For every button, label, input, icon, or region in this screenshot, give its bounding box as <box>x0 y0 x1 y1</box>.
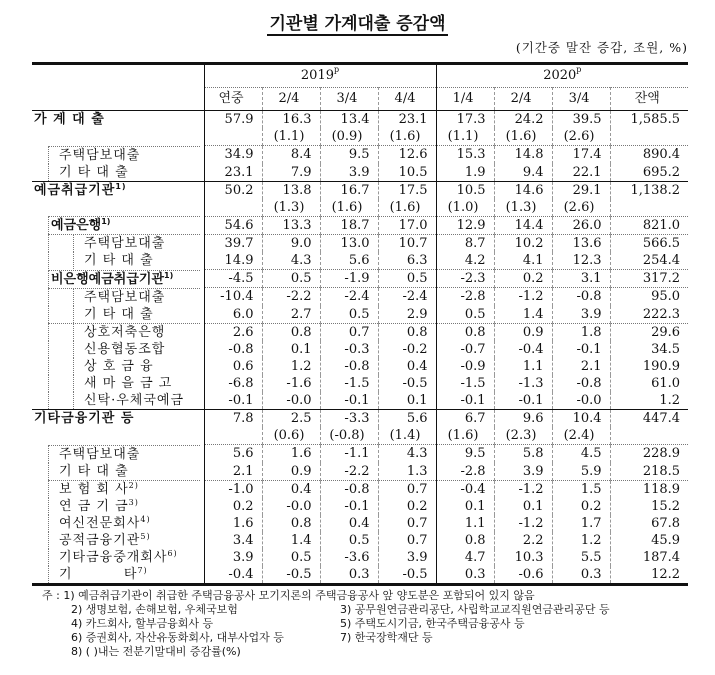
value-cell: 2.9 <box>378 306 436 324</box>
value-cell: 95.0 <box>610 288 688 306</box>
value-cell: 23.1 <box>204 164 262 182</box>
value-cell: 34.5 <box>610 341 688 358</box>
footnote: 3) 공무원연금관리공단, 사립학교교직원연금관리공단 등 <box>340 603 610 616</box>
value-cell: -0.8 <box>204 341 262 358</box>
value-cell: 5.6 <box>204 445 262 463</box>
value-cell: -0.7 <box>436 341 494 358</box>
value-cell: 1.8 <box>552 323 610 341</box>
value-cell: 10.2 <box>494 234 552 252</box>
value-cell: 22.1 <box>552 164 610 182</box>
value-cell: -2.4 <box>378 288 436 306</box>
value-cell: 3.9 <box>378 549 436 566</box>
footnote: 2) 생명보험, 손해보험, 우체국보험 <box>71 603 238 616</box>
value-cell: 6.7 <box>436 410 494 428</box>
value-cell: 18.7 <box>320 216 378 234</box>
value-cell: 0.4 <box>320 515 378 532</box>
table-row <box>32 216 688 234</box>
value-cell: 0.2 <box>552 498 610 515</box>
value-cell: 1.6 <box>262 445 320 463</box>
value-cell: 24.2 <box>494 111 552 129</box>
row-label <box>32 199 204 217</box>
value-cell: -0.9 <box>436 358 494 375</box>
row-label: 기타금융중개회사$^{6)}$ <box>32 549 204 566</box>
year-2019-header: 2019$^p$ <box>204 64 436 88</box>
value-cell: -0.1 <box>320 392 378 410</box>
row-label: 기 타$^{7)}$ <box>32 566 204 585</box>
value-cell: 3.9 <box>204 549 262 566</box>
row-label: 기 타 대 출 <box>32 306 204 324</box>
value-cell: 61.0 <box>610 375 688 392</box>
value-cell: 54.6 <box>204 216 262 234</box>
col-header: 4/4 <box>378 88 436 111</box>
value-cell: 1.2 <box>552 532 610 549</box>
value-cell: 0.1 <box>436 498 494 515</box>
table-row <box>32 341 688 358</box>
value-cell: 13.0 <box>320 234 378 252</box>
value-cell: 4.7 <box>436 549 494 566</box>
value-cell: 5.8 <box>494 445 552 463</box>
value-cell: 9.5 <box>320 146 378 164</box>
pct-cell: (0.6) <box>262 427 320 445</box>
col-header: 잔액 <box>610 88 688 111</box>
value-cell: 15.2 <box>610 498 688 515</box>
value-cell: -0.0 <box>262 498 320 515</box>
year-header-row <box>32 64 688 88</box>
pct-row <box>32 128 688 146</box>
value-cell: -2.8 <box>436 463 494 481</box>
pct-row <box>32 427 688 445</box>
value-cell: 3.9 <box>552 306 610 324</box>
value-cell: 1,585.5 <box>610 111 688 129</box>
pct-row <box>32 199 688 217</box>
value-cell: 50.2 <box>204 181 262 199</box>
value-cell: 1.5 <box>552 480 610 498</box>
value-cell: 0.1 <box>378 392 436 410</box>
col-header: 1/4 <box>436 88 494 111</box>
value-cell: 0.6 <box>204 358 262 375</box>
value-cell: 0.5 <box>320 532 378 549</box>
col-header: 연중 <box>204 88 262 111</box>
value-cell: 0.4 <box>262 480 320 498</box>
row-label: 비은행예금취급기관$^{1)}$ <box>32 270 204 288</box>
value-cell: 12.3 <box>552 252 610 270</box>
value-cell: 1.4 <box>262 532 320 549</box>
table-row <box>32 234 688 252</box>
value-cell: 1.9 <box>436 164 494 182</box>
value-cell: -0.8 <box>320 480 378 498</box>
value-cell: 5.6 <box>320 252 378 270</box>
value-cell: 34.9 <box>204 146 262 164</box>
value-cell: 0.5 <box>378 270 436 288</box>
value-cell: 5.5 <box>552 549 610 566</box>
value-cell: -0.0 <box>552 392 610 410</box>
value-cell: 187.4 <box>610 549 688 566</box>
table-row <box>32 375 688 392</box>
value-cell: 12.2 <box>610 566 688 585</box>
page-title: 기관별 가계대출 증감액 <box>269 14 446 34</box>
value-cell: 12.9 <box>436 216 494 234</box>
col-header: 2/4 <box>262 88 320 111</box>
value-cell: 1.3 <box>378 463 436 481</box>
value-cell: 6.3 <box>378 252 436 270</box>
value-cell: 0.7 <box>378 532 436 549</box>
value-cell: 4.3 <box>378 445 436 463</box>
value-cell: 26.0 <box>552 216 610 234</box>
value-cell: 16.3 <box>262 111 320 129</box>
value-cell: 2.1 <box>204 463 262 481</box>
footnotes <box>42 589 688 659</box>
value-cell: 9.4 <box>494 164 552 182</box>
table-row <box>32 410 688 428</box>
footnote: 6) 증권회사, 자산유동화회사, 대부사업자 등 <box>71 631 284 644</box>
value-cell: 2.7 <box>262 306 320 324</box>
value-cell: 0.8 <box>378 323 436 341</box>
row-label: 주택담보대출 <box>32 445 204 463</box>
pct-cell: (1.6) <box>494 128 552 146</box>
value-cell: 14.8 <box>494 146 552 164</box>
unit-label: (기간중 말잔 증감, 조원, %) <box>515 40 688 55</box>
value-cell: 29.1 <box>552 181 610 199</box>
value-cell: 2.5 <box>262 410 320 428</box>
value-cell: -4.5 <box>204 270 262 288</box>
value-cell: -0.1 <box>320 498 378 515</box>
value-cell: 566.5 <box>610 234 688 252</box>
value-cell: 0.2 <box>378 498 436 515</box>
value-cell: 254.4 <box>610 252 688 270</box>
table-row <box>32 111 688 129</box>
row-label: 상 호 금 융 <box>32 358 204 375</box>
value-cell: 0.7 <box>378 515 436 532</box>
value-cell: 0.9 <box>494 323 552 341</box>
row-label: 신용협동조합 <box>32 341 204 358</box>
value-cell: 218.5 <box>610 463 688 481</box>
footnote: 주 : 1) 예금취급기관이 취급한 주택금융공사 모기지론의 주택금융공사 앞 양도분은 포함되어 있지 않음 <box>42 589 535 602</box>
value-cell: 0.7 <box>378 480 436 498</box>
table-row <box>32 549 688 566</box>
value-cell: 1.2 <box>262 358 320 375</box>
value-cell: -0.1 <box>552 341 610 358</box>
value-cell: 0.8 <box>436 532 494 549</box>
value-cell: 9.6 <box>494 410 552 428</box>
value-cell: 3.1 <box>552 270 610 288</box>
value-cell: 7.9 <box>262 164 320 182</box>
value-cell: -1.5 <box>436 375 494 392</box>
value-cell: -0.8 <box>552 375 610 392</box>
value-cell: 16.7 <box>320 181 378 199</box>
value-cell: -1.6 <box>262 375 320 392</box>
value-cell: 17.3 <box>436 111 494 129</box>
row-label: 예금은행$^{1)}$ <box>32 216 204 234</box>
value-cell: 228.9 <box>610 445 688 463</box>
pct-cell: (0.9) <box>320 128 378 146</box>
value-cell: -0.5 <box>262 566 320 585</box>
row-label: 새 마 을 금 고 <box>32 375 204 392</box>
footnote: 5) 주택도시기금, 한국주택금융공사 등 <box>340 617 525 630</box>
value-cell: 0.5 <box>262 549 320 566</box>
row-label: 보 험 회 사$^{2)}$ <box>32 480 204 498</box>
value-cell: 821.0 <box>610 216 688 234</box>
table-row <box>32 270 688 288</box>
value-cell: 57.9 <box>204 111 262 129</box>
row-label: 신탁·우체국예금 <box>32 392 204 410</box>
value-cell: 0.5 <box>262 270 320 288</box>
value-cell: 4.1 <box>494 252 552 270</box>
value-cell: -1.1 <box>320 445 378 463</box>
value-cell: -1.2 <box>494 288 552 306</box>
value-cell: 13.4 <box>320 111 378 129</box>
table-row <box>32 323 688 341</box>
table-row <box>32 498 688 515</box>
value-cell: 1.7 <box>552 515 610 532</box>
value-cell: -0.4 <box>204 566 262 585</box>
pct-cell: (1.3) <box>262 199 320 217</box>
row-label: 주택담보대출 <box>32 288 204 306</box>
value-cell: 1,138.2 <box>610 181 688 199</box>
pct-cell: (-0.8) <box>320 427 378 445</box>
value-cell: -0.0 <box>262 392 320 410</box>
value-cell: 2.6 <box>204 323 262 341</box>
value-cell: 0.4 <box>378 358 436 375</box>
pct-cell: (1.1) <box>262 128 320 146</box>
row-label: 연 금 기 금$^{3)}$ <box>32 498 204 515</box>
value-cell: -0.1 <box>494 392 552 410</box>
value-cell: 0.2 <box>204 498 262 515</box>
table-row <box>32 306 688 324</box>
row-label: 주택담보대출 <box>32 234 204 252</box>
pct-cell <box>610 427 688 445</box>
table-row <box>32 181 688 199</box>
value-cell: 10.5 <box>436 181 494 199</box>
pct-cell: (1.6) <box>378 199 436 217</box>
value-cell: 5.9 <box>552 463 610 481</box>
pct-cell: (1.4) <box>378 427 436 445</box>
value-cell: -1.9 <box>320 270 378 288</box>
value-cell: 118.9 <box>610 480 688 498</box>
value-cell: -0.8 <box>320 358 378 375</box>
value-cell: -2.3 <box>436 270 494 288</box>
value-cell: 695.2 <box>610 164 688 182</box>
pct-cell: (2.6) <box>552 128 610 146</box>
pct-cell: (2.3) <box>494 427 552 445</box>
value-cell: 45.9 <box>610 532 688 549</box>
value-cell: 7.8 <box>204 410 262 428</box>
value-cell: 0.8 <box>262 515 320 532</box>
value-cell: 67.8 <box>610 515 688 532</box>
table-row <box>32 288 688 306</box>
table-row <box>32 164 688 182</box>
value-cell: 8.4 <box>262 146 320 164</box>
value-cell: 10.5 <box>378 164 436 182</box>
table-row <box>32 532 688 549</box>
value-cell: 1.1 <box>494 358 552 375</box>
pct-cell <box>204 128 262 146</box>
value-cell: 4.2 <box>436 252 494 270</box>
value-cell: -0.1 <box>204 392 262 410</box>
table-row <box>32 480 688 498</box>
value-cell: -1.5 <box>320 375 378 392</box>
content <box>32 62 688 659</box>
value-cell: -0.4 <box>494 341 552 358</box>
value-cell: 4.5 <box>552 445 610 463</box>
table-row <box>32 392 688 410</box>
col-header: 3/4 <box>552 88 610 111</box>
footnote: 7) 한국장학재단 등 <box>340 631 433 644</box>
value-cell: 0.2 <box>494 270 552 288</box>
value-cell: 0.3 <box>552 566 610 585</box>
value-cell: 3.9 <box>320 164 378 182</box>
pct-cell: (1.0) <box>436 199 494 217</box>
value-cell: -2.4 <box>320 288 378 306</box>
value-cell: 8.7 <box>436 234 494 252</box>
value-cell: -0.5 <box>378 566 436 585</box>
pct-cell <box>204 199 262 217</box>
value-cell: 29.6 <box>610 323 688 341</box>
pct-cell: (1.6) <box>378 128 436 146</box>
value-cell: 190.9 <box>610 358 688 375</box>
value-cell: -10.4 <box>204 288 262 306</box>
row-label: 기 타 대 출 <box>32 164 204 182</box>
value-cell: 10.4 <box>552 410 610 428</box>
value-cell: 890.4 <box>610 146 688 164</box>
value-cell: 317.2 <box>610 270 688 288</box>
value-cell: 17.4 <box>552 146 610 164</box>
table-body <box>32 111 688 585</box>
value-cell: 39.7 <box>204 234 262 252</box>
value-cell: 39.5 <box>552 111 610 129</box>
value-cell: 0.1 <box>494 498 552 515</box>
value-cell: -0.8 <box>552 288 610 306</box>
value-cell: 9.0 <box>262 234 320 252</box>
pct-cell <box>610 128 688 146</box>
value-cell: -6.8 <box>204 375 262 392</box>
year-2020-header: 2020$^p$ <box>436 64 688 88</box>
table-row <box>32 358 688 375</box>
col-header: 2/4 <box>494 88 552 111</box>
pct-cell: (1.3) <box>494 199 552 217</box>
value-cell: 0.8 <box>262 323 320 341</box>
value-cell: -1.2 <box>494 515 552 532</box>
pct-cell: (2.6) <box>552 199 610 217</box>
value-cell: 14.4 <box>494 216 552 234</box>
value-cell: 14.6 <box>494 181 552 199</box>
value-cell: 12.6 <box>378 146 436 164</box>
value-cell: 1.6 <box>204 515 262 532</box>
value-cell: -2.2 <box>320 463 378 481</box>
footnote: 4) 카드회사, 할부금융회사 등 <box>71 617 214 630</box>
row-label <box>32 427 204 445</box>
table-row <box>32 463 688 481</box>
value-cell: 0.8 <box>436 323 494 341</box>
row-label: 공적금융기관$^{5)}$ <box>32 532 204 549</box>
value-cell: 13.8 <box>262 181 320 199</box>
value-cell: 0.3 <box>436 566 494 585</box>
value-cell: -1.3 <box>494 375 552 392</box>
row-label: 예금취급기관$^{1)}$ <box>32 181 204 199</box>
value-cell: 23.1 <box>378 111 436 129</box>
value-cell: 4.3 <box>262 252 320 270</box>
value-cell: 3.9 <box>494 463 552 481</box>
footnote: 8) ( )내는 전분기말대비 증감률(%) <box>71 645 241 658</box>
value-cell: 0.7 <box>320 323 378 341</box>
value-cell: -1.0 <box>204 480 262 498</box>
value-cell: 15.3 <box>436 146 494 164</box>
row-label: 주택담보대출 <box>32 146 204 164</box>
value-cell: 222.3 <box>610 306 688 324</box>
value-cell: 17.5 <box>378 181 436 199</box>
column-header-row <box>32 88 688 111</box>
pct-cell: (1.1) <box>436 128 494 146</box>
value-cell: 0.5 <box>436 306 494 324</box>
table-row <box>32 252 688 270</box>
row-label: 상호저축은행 <box>32 323 204 341</box>
value-cell: 1.4 <box>494 306 552 324</box>
value-cell: -0.6 <box>494 566 552 585</box>
value-cell: -3.6 <box>320 549 378 566</box>
value-cell: 2.1 <box>552 358 610 375</box>
value-cell: -0.5 <box>378 375 436 392</box>
row-label: 기타금융기관 등 <box>32 410 204 428</box>
value-cell: 0.3 <box>320 566 378 585</box>
value-cell: 0.5 <box>320 306 378 324</box>
value-cell: -1.2 <box>494 480 552 498</box>
row-label: 여신전문회사$^{4)}$ <box>32 515 204 532</box>
value-cell: 13.3 <box>262 216 320 234</box>
table-row <box>32 515 688 532</box>
value-cell: 9.5 <box>436 445 494 463</box>
value-cell: 17.0 <box>378 216 436 234</box>
pct-cell <box>204 427 262 445</box>
value-cell: 10.3 <box>494 549 552 566</box>
pct-cell <box>610 199 688 217</box>
value-cell: -0.2 <box>378 341 436 358</box>
value-cell: 447.4 <box>610 410 688 428</box>
value-cell: -0.4 <box>436 480 494 498</box>
value-cell: 0.9 <box>262 463 320 481</box>
pct-cell: (2.4) <box>552 427 610 445</box>
value-cell: 1.2 <box>610 392 688 410</box>
pct-cell: (1.6) <box>320 199 378 217</box>
value-cell: 0.1 <box>262 341 320 358</box>
value-cell: -0.1 <box>436 392 494 410</box>
pct-cell: (1.6) <box>436 427 494 445</box>
value-cell: -0.3 <box>320 341 378 358</box>
value-cell: -2.2 <box>262 288 320 306</box>
row-label: 가 계 대 출 <box>32 111 204 129</box>
value-cell: 2.2 <box>494 532 552 549</box>
value-cell: 6.0 <box>204 306 262 324</box>
table-row <box>32 445 688 463</box>
value-cell: -3.3 <box>320 410 378 428</box>
value-cell: 13.6 <box>552 234 610 252</box>
table-row <box>32 566 688 585</box>
value-cell: 10.7 <box>378 234 436 252</box>
col-header: 3/4 <box>320 88 378 111</box>
household-loan-table <box>32 62 688 586</box>
row-label: 기 타 대 출 <box>32 463 204 481</box>
value-cell: -2.8 <box>436 288 494 306</box>
value-cell: 14.9 <box>204 252 262 270</box>
table-row <box>32 146 688 164</box>
value-cell: 3.4 <box>204 532 262 549</box>
row-label: 기 타 대 출 <box>32 252 204 270</box>
row-label <box>32 128 204 146</box>
value-cell: 1.1 <box>436 515 494 532</box>
value-cell: 5.6 <box>378 410 436 428</box>
